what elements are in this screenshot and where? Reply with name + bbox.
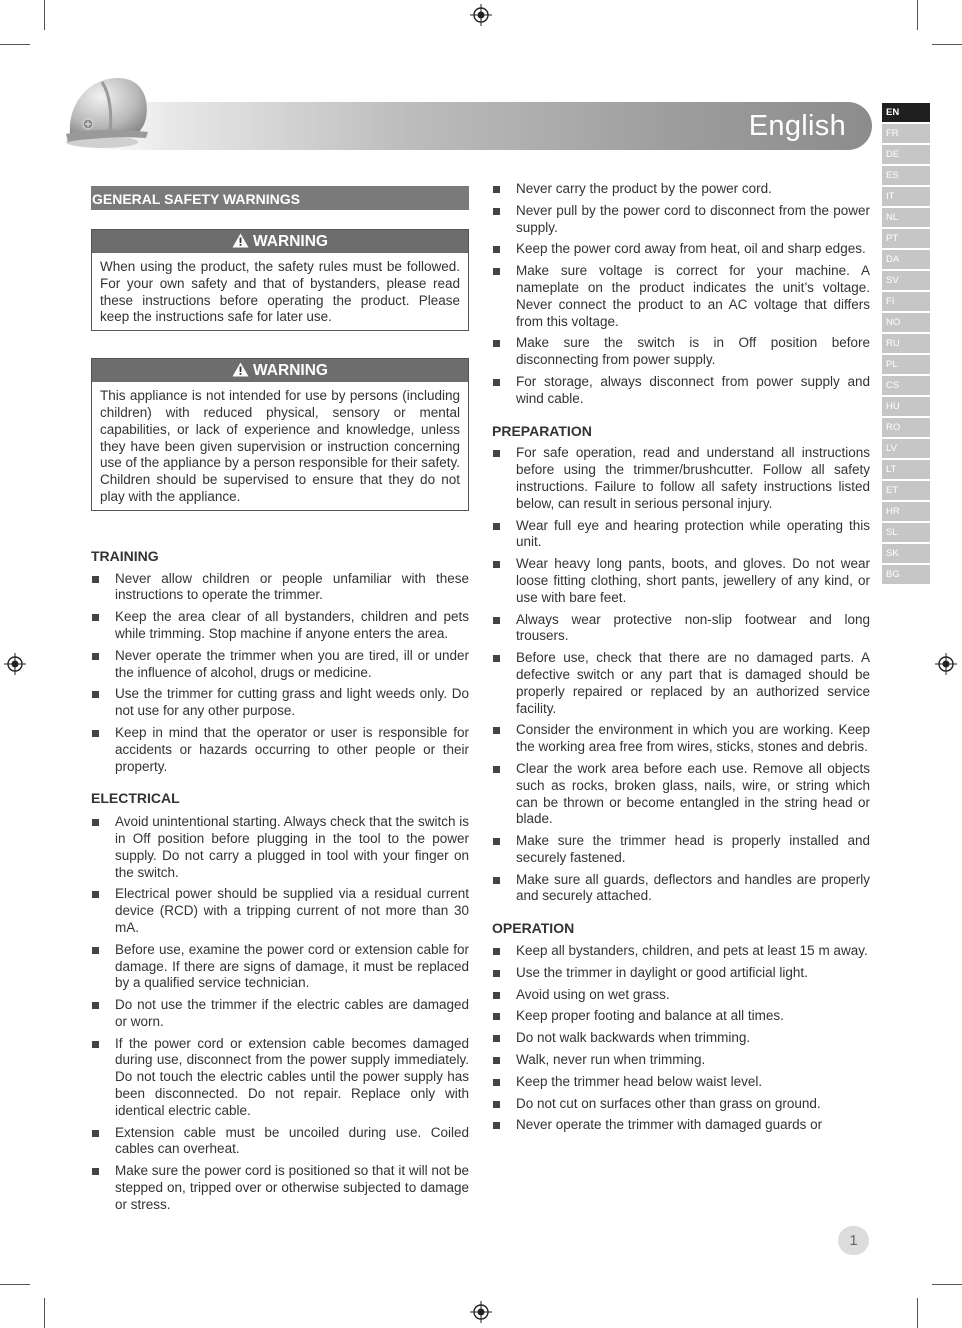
list-item: Before use, check that there are no damaged parts. A defective switch or any part that is damaged should be properly repaired or replaced by an authorized service facility.: [492, 650, 870, 717]
electrical-list-continued: [492, 181, 870, 408]
list-item: Electrical power should be supplied via a residual current device (RCD) with a tripping current of not more than 30 mA.: [91, 886, 469, 936]
list-item: For storage, always disconnect from power supply and wind cable.: [492, 374, 870, 408]
language-tab-da[interactable]: DA: [882, 250, 930, 269]
registration-mark-icon: [4, 653, 26, 675]
page-title: English: [748, 110, 846, 142]
list-item: Make sure voltage is correct for your machine. A nameplate on the product indicates the unit’s voltage. Never connect the product to an AC voltage that differs from this voltage.: [492, 263, 870, 330]
list-item: Use the trimmer in daylight or good artificial light.: [492, 965, 870, 982]
list-item: Keep the area clear of all bystanders, children and pets while trimming. Stop machine if anyone enters the area.: [91, 609, 469, 643]
list-item: Avoid unintentional starting. Always check that the switch is in Off position before plugging in the tool to the power supply. Do not carry a plugged in tool with your finger on the switch.: [91, 814, 469, 881]
list-item: Keep in mind that the operator or user is responsible for accidents or hazards occurring to other people or their property.: [91, 725, 469, 775]
language-tabs: [882, 103, 930, 586]
language-tab-pt[interactable]: PT: [882, 229, 930, 248]
crop-mark: [44, 0, 45, 30]
right-column: [492, 181, 870, 1134]
list-item: Use the trimmer for cutting grass and light weeds only. Do not use for any other purpose.: [91, 686, 469, 720]
list-item: Keep the power cord away from heat, oil and sharp edges.: [492, 241, 870, 258]
language-tab-de[interactable]: DE: [882, 145, 930, 164]
crop-mark: [44, 1298, 45, 1328]
list-item: Do not use the trimmer if the electric cables are damaged or worn.: [91, 997, 469, 1031]
language-tab-fi[interactable]: FI: [882, 292, 930, 311]
list-item: Never allow children or people unfamiliar with these instructions to operate the trimmer.: [91, 571, 469, 605]
operation-heading: OPERATION: [492, 920, 575, 937]
language-tab-hr[interactable]: HR: [882, 502, 930, 521]
list-item: Make sure the switch is in Off position before disconnecting from power supply.: [492, 335, 870, 369]
language-tab-sk[interactable]: SK: [882, 544, 930, 563]
list-item: Make sure all guards, deflectors and handles are properly and securely attached.: [492, 872, 870, 906]
warning-header: [92, 230, 468, 253]
language-tab-it[interactable]: IT: [882, 187, 930, 206]
list-item: Do not cut on surfaces other than grass on ground.: [492, 1096, 870, 1113]
list-item: Walk, never run when trimming.: [492, 1052, 870, 1069]
warning-label: WARNING: [253, 233, 328, 250]
registration-mark-icon: [470, 4, 492, 26]
training-list: [91, 571, 469, 776]
list-item: Keep all bystanders, children, and pets at least 15 m away.: [492, 943, 870, 960]
general-safety-heading: GENERAL SAFETY WARNINGS: [91, 186, 469, 210]
list-item: Wear heavy long pants, boots, and gloves. Do not wear loose fitting clothing, short pants, jewellery of any kind, or use with bare feet.: [492, 556, 870, 606]
safety-helmet-icon: [62, 72, 154, 152]
list-item: Make sure the power cord is positioned so that it will not be stepped on, tripped over or otherwise subjected to damage or stress.: [91, 1163, 469, 1213]
language-tab-et[interactable]: ET: [882, 481, 930, 500]
crop-mark: [932, 44, 962, 45]
list-item: If the power cord or extension cable becomes damaged during use, disconnect from the power supply immediately. Do not touch the electric cables until the power supply has been disconnected. Do not repair. Replace only with identical electric cable.: [91, 1036, 469, 1120]
list-item: Extension cable must be uncoiled during use. Coiled cables can overheat.: [91, 1125, 469, 1159]
list-item: Before use, examine the power cord or extension cable for damage. If there are signs of damage, it must be replaced by a qualified service technician.: [91, 942, 469, 992]
warning-box: [91, 229, 469, 331]
warning-triangle-icon: [232, 232, 249, 256]
language-tab-hu[interactable]: HU: [882, 397, 930, 416]
crop-mark: [917, 1298, 918, 1328]
left-column: [91, 186, 469, 1214]
language-tab-es[interactable]: ES: [882, 166, 930, 185]
warning-label: WARNING: [253, 362, 328, 380]
crop-mark: [932, 1284, 962, 1285]
crop-mark: [0, 44, 30, 45]
language-tab-cs[interactable]: CS: [882, 376, 930, 395]
operation-list: [492, 943, 870, 1134]
warning-text: When using the product, the safety rules must be followed. For your own safety and that of bystanders, please read these instructions before operating the product. Please keep the instructions safe for later use.: [100, 259, 460, 325]
warning-triangle-icon: [232, 361, 249, 385]
electrical-list: [91, 814, 469, 1214]
list-item: Never operate the trimmer when you are tired, ill or under the influence of alcohol, drugs or medicine.: [91, 648, 469, 682]
language-tab-en[interactable]: EN: [882, 103, 930, 122]
header-banner: [92, 102, 872, 150]
list-item: Always wear protective non-slip footwear and long trousers.: [492, 612, 870, 646]
list-item: Never pull by the power cord to disconnect from the power supply.: [492, 203, 870, 237]
crop-mark: [917, 0, 918, 30]
language-tab-lv[interactable]: LV: [882, 439, 930, 458]
language-tab-bg[interactable]: BG: [882, 565, 930, 584]
list-item: For safe operation, read and understand all instructions before using the trimmer/brushcutter. Follow all safety instructions. Failure to follow all safety instructions listed below, can result in serious personal injury.: [492, 445, 870, 512]
preparation-list: [492, 445, 870, 905]
list-item: Never operate the trimmer with damaged guards or: [492, 1117, 870, 1134]
language-tab-pl[interactable]: PL: [882, 355, 930, 374]
list-item: Consider the environment in which you are working. Keep the working area free from wires, sticks, stones and debris.: [492, 722, 870, 756]
registration-mark-icon: [470, 1301, 492, 1323]
registration-mark-icon: [935, 653, 957, 675]
preparation-heading: PREPARATION: [492, 422, 592, 439]
language-tab-ru[interactable]: RU: [882, 334, 930, 353]
list-item: Make sure the trimmer head is properly installed and securely fastened.: [492, 833, 870, 867]
language-tab-no[interactable]: NO: [882, 313, 930, 332]
language-tab-sl[interactable]: SL: [882, 523, 930, 542]
list-item: Wear full eye and hearing protection while operating this unit.: [492, 518, 870, 552]
warning-text: This appliance is not intended for use by persons (including children) with reduced physical, sensory or mental capabilities, or lack of experience and knowledge, unless they have been given supervision or instruction concerning use of the appliance by a person responsible for their safety. Children should be supervised to ensure that they do not play with the appliance.: [100, 388, 460, 504]
page-number: 1: [838, 1226, 869, 1255]
crop-mark: [0, 1284, 30, 1285]
language-tab-lt[interactable]: LT: [882, 460, 930, 479]
warning-box: [91, 358, 469, 511]
language-tab-ro[interactable]: RO: [882, 418, 930, 437]
list-item: Clear the work area before each use. Remove all objects such as rocks, broken glass, nails, wire, or string which can be thrown or become entangled in the string head or blade.: [492, 761, 870, 828]
language-tab-fr[interactable]: FR: [882, 124, 930, 143]
list-item: Avoid using on wet grass.: [492, 987, 870, 1004]
language-tab-sv[interactable]: SV: [882, 271, 930, 290]
list-item: Do not walk backwards when trimming.: [492, 1030, 870, 1047]
list-item: Never carry the product by the power cord.: [492, 181, 870, 198]
warning-header: [92, 359, 468, 382]
list-item: Keep proper footing and balance at all times.: [492, 1008, 870, 1025]
training-heading: TRAINING: [91, 547, 159, 564]
electrical-heading: ELECTRICAL: [91, 790, 180, 807]
language-tab-nl[interactable]: NL: [882, 208, 930, 227]
list-item: Keep the trimmer head below waist level.: [492, 1074, 870, 1091]
